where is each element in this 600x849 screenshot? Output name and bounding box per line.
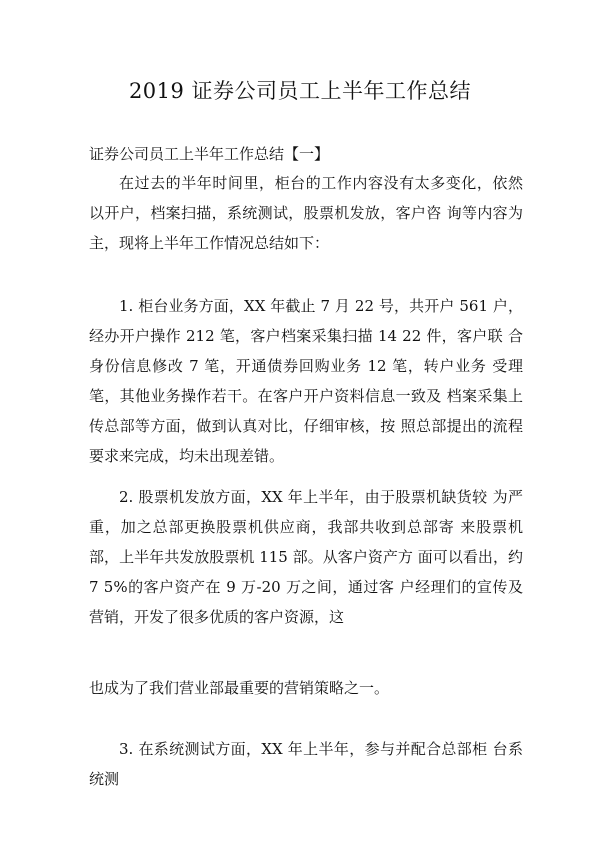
section-heading: 证券公司员工上半年工作总结【一】 bbox=[89, 145, 330, 163]
paragraph-continuation: 也成为了我们营业部最重要的营销策略之一。 bbox=[89, 679, 390, 697]
paragraph-stock-device: 2. 股票机发放方面，XX 年上半年，由于股票机缺货较 为严重，加之总部更换股票机供应商，我部共收到总部寄 来股票机部，上半年共发放股票机 115 部。从客户资产方 面可以看出，约 7 5%的客户资产在 9 万-20 万之间，通过客 户经理们的宣传及营销，开发了很多优质的客户资源，这 bbox=[89, 488, 523, 626]
paragraph-counter-business: 1. 柜台业务方面，XX 年截止 7 月 22 号，共开户 561 户，经办开户操作 212 笔，客户档案采集扫描 14 22 件，客户联 合身份信息修改 7 笔，开通债券回购业务 12 笔，转户业务 受理笔，其他业务操作若干。在客户开户资料信息一致及 档案采集上传总部等方面，做到认真对比，仔细审核，按 照总部提出的流程要求来完成，均未出现差错。 bbox=[89, 297, 523, 465]
paragraph-system-test: 3. 在系统测试方面，XX 年上半年，参与并配合总部柜 台系统测 bbox=[89, 740, 523, 788]
document-title: 2019 证券公司员工上半年工作总结 bbox=[128, 79, 472, 103]
paragraph-intro: 在过去的半年时间里，柜台的工作内容没有太多变化，依然以开户，档案扫描，系统测试，股票机发放，客户咨 询等内容为主，现将上半年工作情况总结如下： bbox=[89, 174, 523, 252]
